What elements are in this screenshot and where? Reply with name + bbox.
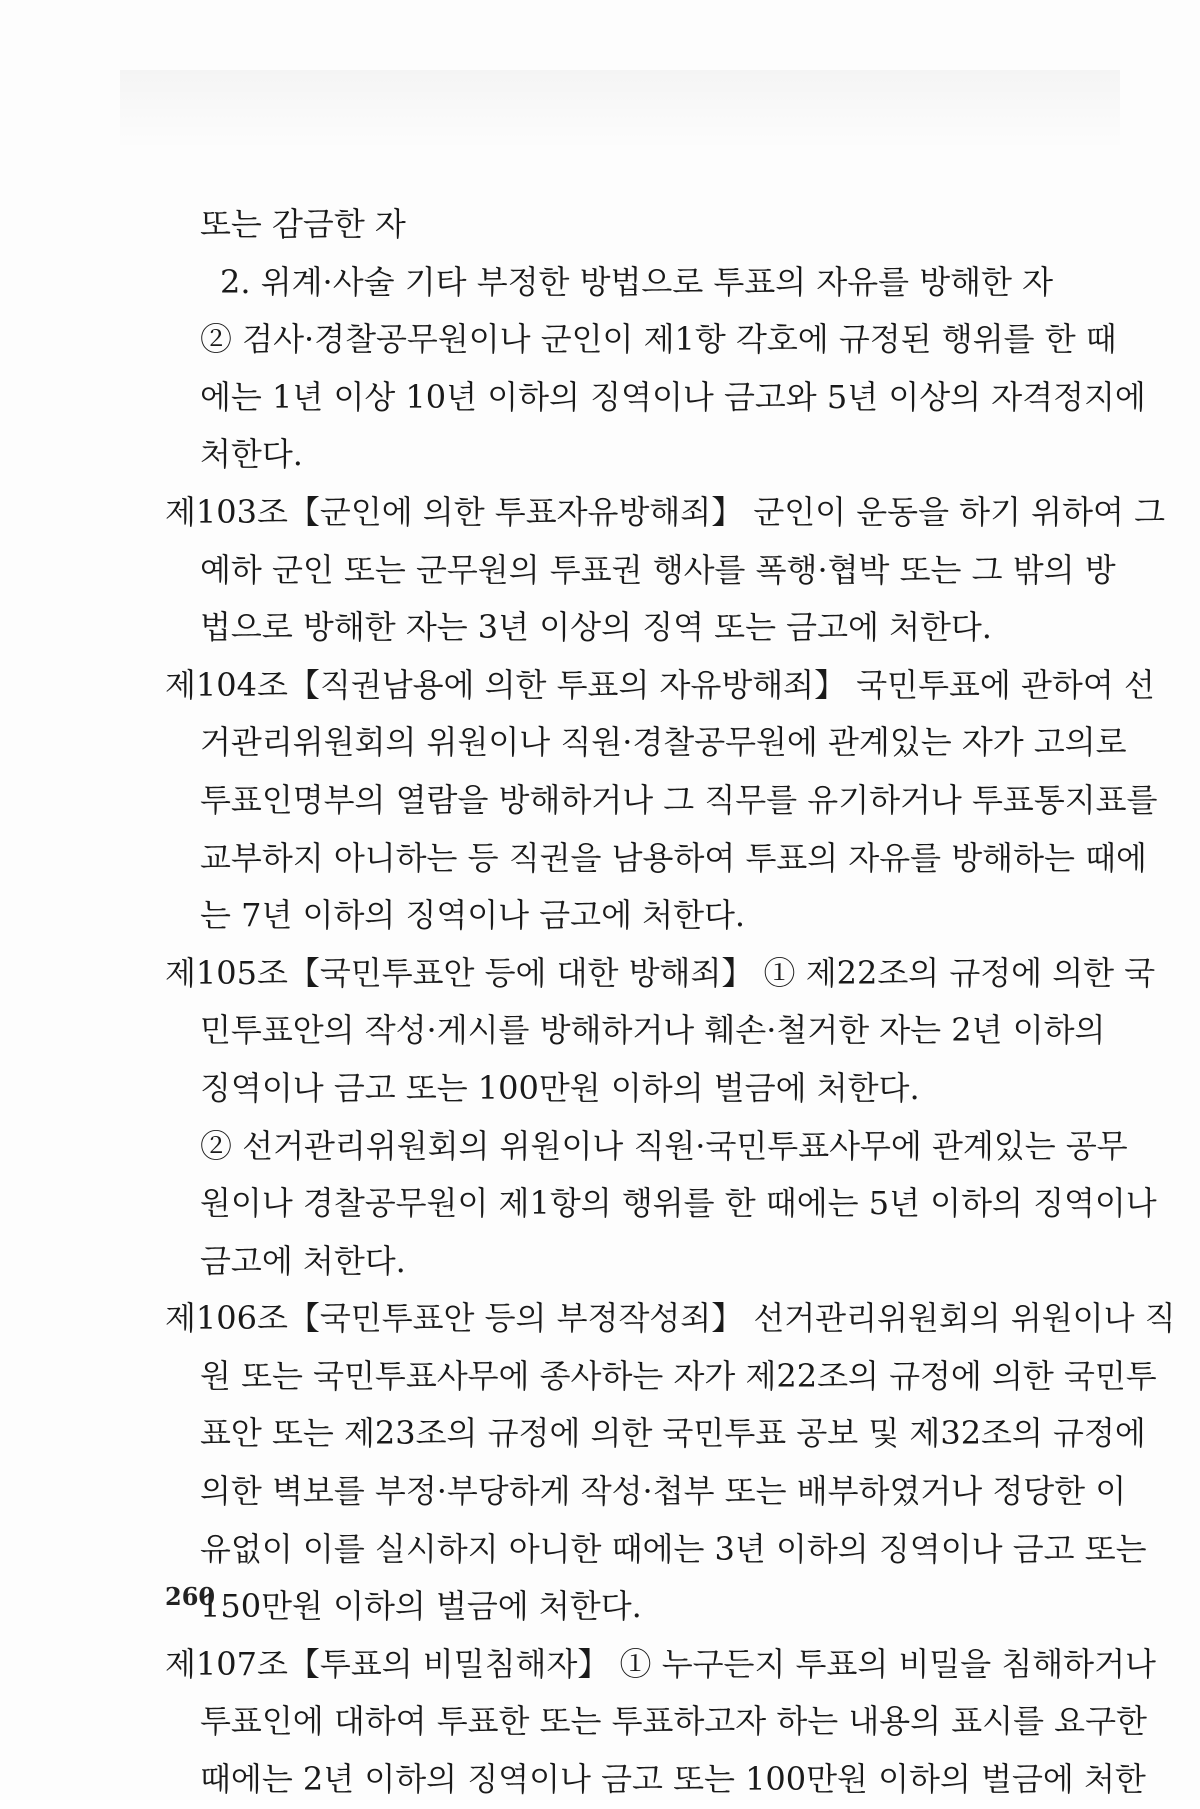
article-105-heading-line: 제105조【국민투표안 등에 대한 방해죄】 ① 제22조의 규정에 의한 국 [165, 953, 1156, 992]
text-line: 원 또는 국민투표사무에 종사하는 자가 제22조의 규정에 의한 국민투 [200, 1356, 1157, 1395]
text-line: 2. 위계·사술 기타 부정한 방법으로 투표의 자유를 방해한 자 [220, 262, 1054, 301]
text-line: 징역이나 금고 또는 100만원 이하의 벌금에 처한다. [200, 1068, 920, 1107]
text-line: 투표인명부의 열람을 방해하거나 그 직무를 유기하거나 투표통지표를 [200, 780, 1158, 819]
text-line: 표안 또는 제23조의 규정에 의한 국민투표 공보 및 제32조의 규정에 [200, 1414, 1146, 1453]
text-line: 교부하지 아니하는 등 직권을 남용하여 투표의 자유를 방해하는 때에 [200, 838, 1147, 877]
text-line: 는 7년 이하의 징역이나 금고에 처한다. [200, 896, 746, 935]
page-number: 260 [165, 1582, 216, 1611]
text-line: 법으로 방해한 자는 3년 이상의 징역 또는 금고에 처한다. [200, 608, 992, 647]
text-line: 처한다. [200, 435, 303, 474]
text-line: 민투표안의 작성·게시를 방해하거나 훼손·철거한 자는 2년 이하의 [200, 1011, 1106, 1050]
text-line: ② 선거관리위원회의 위원이나 직원·국민투표사무에 관계있는 공무 [200, 1126, 1128, 1165]
article-103-heading-line: 제103조【군인에 의한 투표자유방해죄】 군인이 운동을 하기 위하여 그 [165, 492, 1165, 531]
text-line: ② 검사·경찰공무원이나 군인이 제1항 각호에 규정된 행위를 한 때 [200, 320, 1117, 359]
text-line: 또는 감금한 자 [200, 205, 406, 243]
text-line: 에는 1년 이상 10년 이하의 징역이나 금고와 5년 이상의 자격정지에 [200, 377, 1146, 416]
scan-shadow [120, 70, 1120, 150]
text-line: 예하 군인 또는 군무원의 투표권 행사를 폭행·협박 또는 그 밖의 방 [200, 550, 1116, 589]
text-line: 의한 벽보를 부정·부당하게 작성·첩부 또는 배부하였거나 정당한 이 [200, 1472, 1127, 1511]
article-107-heading-line: 제107조【투표의 비밀침해자】 ① 누구든지 투표의 비밀을 침해하거나 [165, 1644, 1156, 1683]
article-104-heading-line: 제104조【직권남용에 의한 투표의 자유방해죄】 국민투표에 관하여 선 [165, 665, 1155, 704]
text-line: 150만원 이하의 벌금에 처한다. [200, 1587, 642, 1626]
text-line: 금고에 처한다. [200, 1241, 406, 1280]
text-line: 유없이 이를 실시하지 아니한 때에는 3년 이하의 징역이나 금고 또는 [200, 1529, 1147, 1568]
text-line: 때에는 2년 이하의 징역이나 금고 또는 100만원 이하의 벌금에 처한 [200, 1760, 1146, 1799]
text-line: 거관리위원회의 위원이나 직원·경찰공무원에 관계있는 자가 고의로 [200, 723, 1127, 762]
article-106-heading-line: 제106조【국민투표안 등의 부정작성죄】 선거관리위원회의 위원이나 직 [165, 1299, 1176, 1338]
text-line: 원이나 경찰공무원이 제1항의 행위를 한 때에는 5년 이하의 징역이나 [200, 1184, 1157, 1223]
text-line: 투표인에 대하여 투표한 또는 투표하고자 하는 내용의 표시를 요구한 [200, 1702, 1147, 1741]
body-text [165, 196, 1176, 1809]
